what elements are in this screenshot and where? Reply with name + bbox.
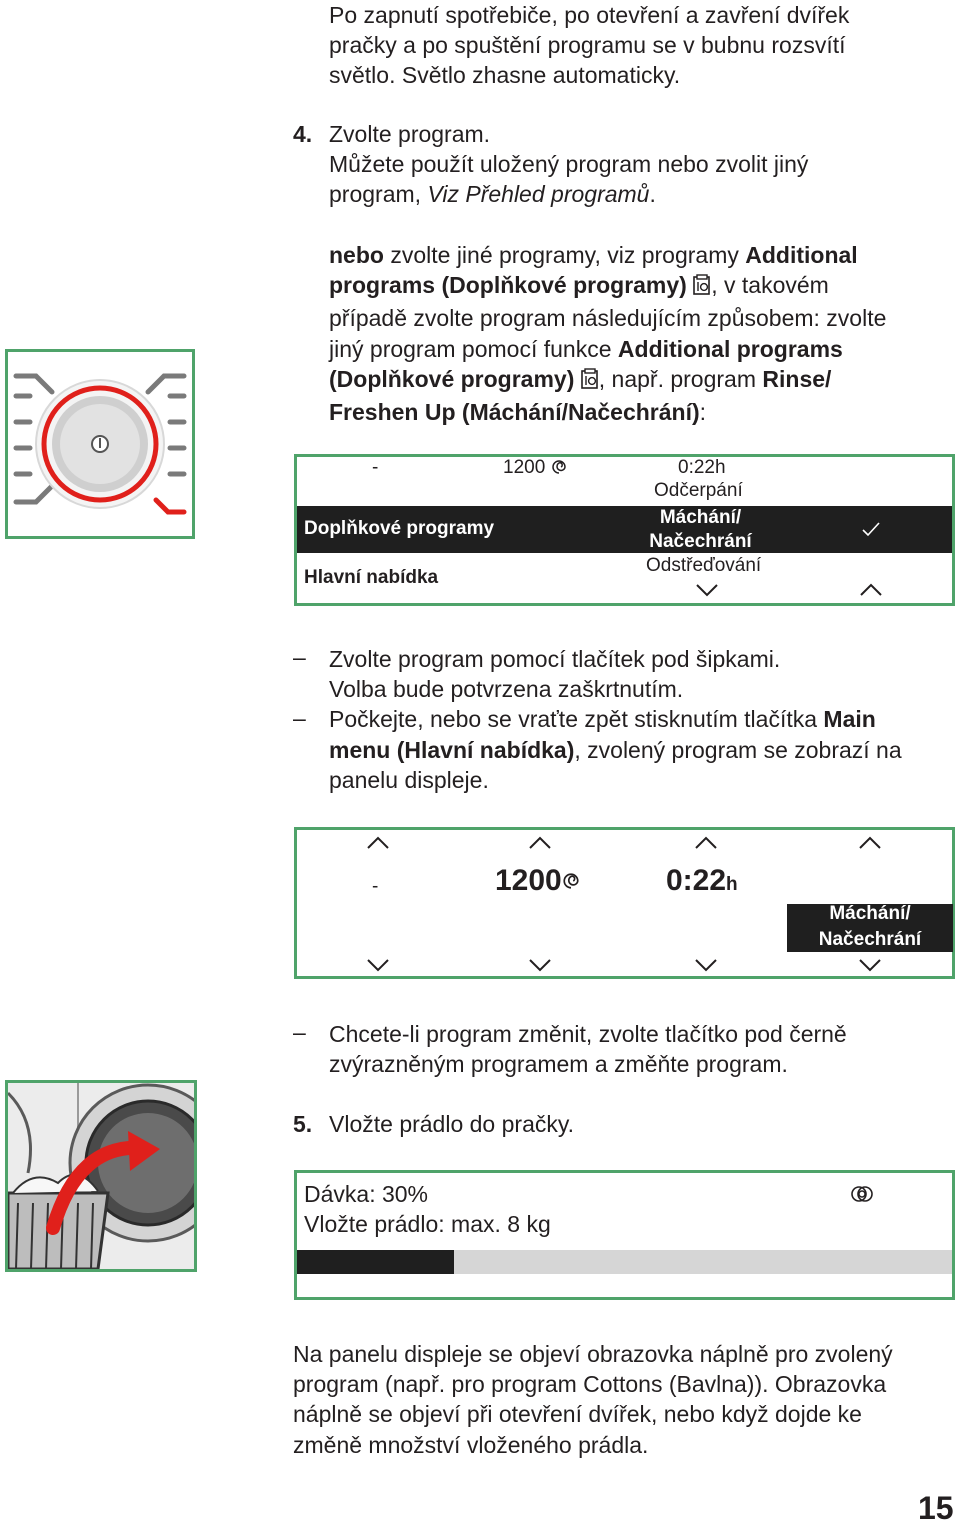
closing-paragraph: Na panelu displeje se objeví obrazovka náplně pro zvolený program (např. pro program Cottons (Bavlna)). Obrazovka náplně se objeví při otevření dvířek, nebo když dojde ke změně množství vloženého prádla. bbox=[293, 1341, 893, 1458]
list-item: panelu displeje. bbox=[329, 766, 489, 793]
step-number: 4. bbox=[293, 121, 313, 147]
drum-light-illustration bbox=[5, 349, 195, 539]
step4-line: program, Viz Přehled programů. bbox=[329, 181, 656, 208]
load-progress-bar bbox=[297, 1250, 952, 1274]
step5-text: Vložte prádlo do pračky. bbox=[329, 1111, 575, 1137]
program-option[interactable]: Odstřeďování bbox=[646, 555, 762, 576]
cross-reference-link: Viz Přehled programů bbox=[427, 181, 650, 208]
spin-speed-value[interactable]: 1200 bbox=[503, 457, 567, 481]
spin-icon bbox=[551, 459, 567, 481]
chevron-down-icon[interactable] bbox=[695, 583, 719, 602]
list-item: Zvolte program pomocí tlačítek pod šipkami. bbox=[329, 646, 781, 672]
time-value[interactable]: 0:22h bbox=[666, 864, 738, 897]
display-program-menu bbox=[294, 454, 955, 606]
list-dash: – bbox=[293, 1019, 306, 1045]
intro-line: Po zapnutí spotřebiče, po otevření a zavření dvířek bbox=[329, 2, 850, 28]
chevron-up-icon[interactable] bbox=[528, 836, 552, 855]
load-indicator-icon bbox=[851, 1183, 875, 1210]
menu-item-additional-programs[interactable]: Doplňkové programy bbox=[304, 518, 495, 539]
step4-text bbox=[329, 119, 808, 210]
chevron-down-icon[interactable] bbox=[366, 958, 390, 977]
chevron-down-icon[interactable] bbox=[858, 958, 882, 977]
intro-line: pračky a po spuštění programu se v bubnu rozsvítí bbox=[329, 32, 846, 59]
intro-paragraph bbox=[329, 0, 849, 91]
display-load-screen bbox=[294, 1170, 955, 1300]
list-item: Volba bude potvrzena zaškrtnutím. bbox=[329, 676, 684, 703]
additional-programs-paragraph: nebo zvolte jiné programy, viz programy Additional programs (Doplňkové programy) , v takovém případě zvolte program následujícím způsobem: zvolte jiný program pomocí funkce Additional programs (Doplňkové programy) , např. program Rinse/ Freshen Up (Máchání/Načechrání): bbox=[329, 242, 887, 426]
instruction-list bbox=[329, 644, 902, 795]
spin-icon bbox=[562, 864, 580, 898]
program-name: Máchání/ Načechrání bbox=[818, 903, 922, 950]
program-highlight[interactable] bbox=[787, 904, 953, 952]
check-icon bbox=[861, 520, 881, 543]
list-item: menu (Hlavní nabídka), zvolený program se zobrazí na bbox=[329, 736, 902, 763]
page-number: 15 bbox=[918, 1490, 954, 1526]
time-value[interactable]: 0:22h bbox=[678, 457, 726, 478]
additional-programs-icon bbox=[693, 273, 711, 303]
chevron-down-icon[interactable] bbox=[528, 958, 552, 977]
selected-row-highlight bbox=[297, 506, 952, 553]
step4-line: Můžete použít uložený program nebo zvolit jiný bbox=[329, 151, 809, 178]
program-option-selected[interactable]: Máchání/ Načechrání bbox=[649, 507, 752, 552]
step4-line: Zvolte program. bbox=[329, 121, 491, 147]
load-progress-fill bbox=[297, 1250, 454, 1274]
chevron-up-icon[interactable] bbox=[859, 583, 883, 602]
list-item: Počkejte, nebo se vraťte zpět stisknutím tlačítka Main bbox=[329, 706, 876, 733]
chevron-up-icon[interactable] bbox=[366, 836, 390, 855]
display-dash: - bbox=[372, 876, 379, 897]
max-load: Vložte prádlo: max. 8 kg bbox=[304, 1211, 551, 1237]
step-number: 5. bbox=[293, 1111, 313, 1137]
spin-speed-value[interactable]: 1200 bbox=[495, 864, 580, 898]
display-main-screen bbox=[294, 827, 955, 979]
change-program-note: Chcete-li program změnit, zvolte tlačítko pod černě zvýrazněným programem a změňte program. bbox=[329, 1021, 847, 1078]
list-dash: – bbox=[293, 705, 306, 731]
chevron-up-icon[interactable] bbox=[694, 836, 718, 855]
intro-line: světlo. Světlo zhasne automaticky. bbox=[329, 62, 681, 89]
load-laundry-illustration bbox=[5, 1080, 197, 1272]
program-option[interactable]: Odčerpání bbox=[654, 480, 743, 501]
load-percentage: Dávka: 30% bbox=[304, 1181, 429, 1207]
display-dash: - bbox=[372, 457, 379, 478]
load-info bbox=[304, 1179, 551, 1239]
list-dash: – bbox=[293, 644, 306, 670]
chevron-down-icon[interactable] bbox=[694, 958, 718, 977]
menu-item-main-menu[interactable]: Hlavní nabídka bbox=[304, 567, 439, 588]
chevron-up-icon[interactable] bbox=[858, 836, 882, 855]
additional-programs-icon bbox=[581, 367, 599, 397]
